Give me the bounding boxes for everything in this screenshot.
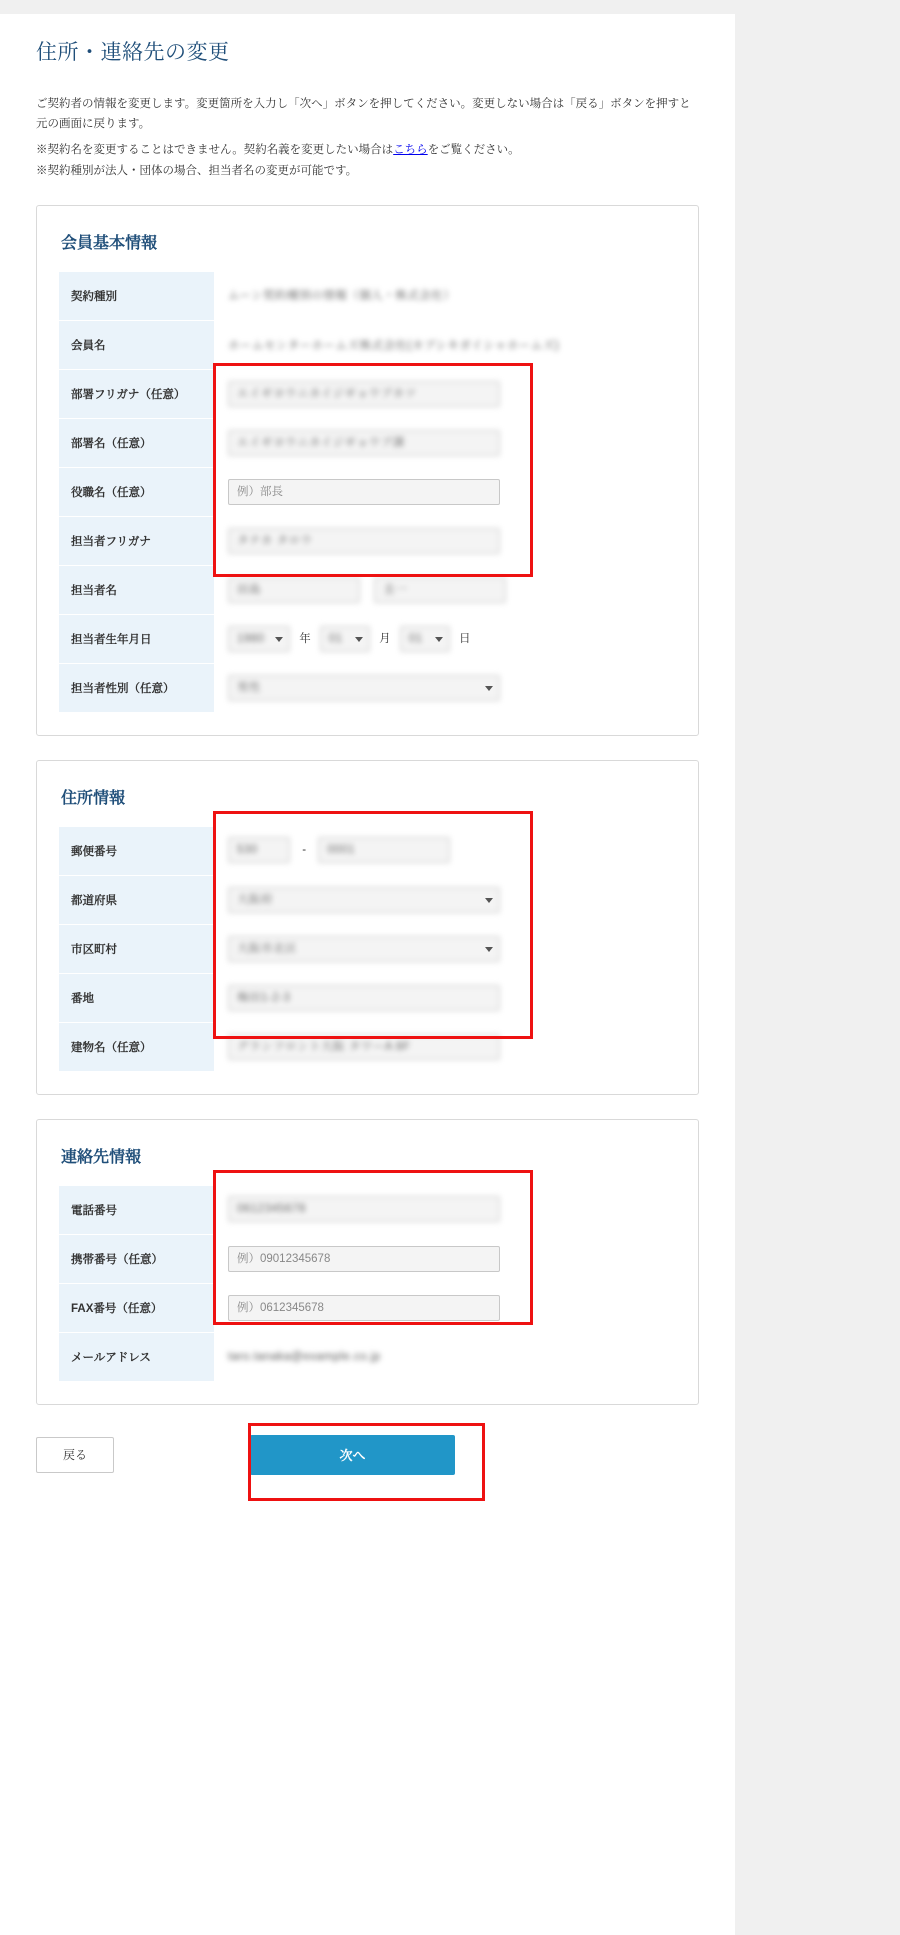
select-gender-wrap (228, 675, 500, 701)
row-city (59, 924, 676, 973)
row-email (59, 1332, 676, 1381)
contact-form-table (59, 1185, 676, 1382)
input-contact-kana[interactable]: タナカ タロウ (228, 528, 500, 554)
next-button[interactable]: 次へ (250, 1435, 455, 1475)
member-form-table (59, 271, 676, 713)
note-prefix: ※契約名を変更することはできません。契約名義を変更したい場合は (36, 144, 394, 157)
input-dept-kana[interactable]: エイギヨウニカイジギョウブカツ (228, 381, 500, 407)
note-corporate: ※契約種別が法人・団体の場合、担当者名の変更が可能です。 (36, 164, 358, 177)
member-basic-info-card (36, 205, 699, 736)
row-tel (59, 1185, 676, 1234)
input-zip-second[interactable]: 0001 (318, 837, 450, 863)
row-building (59, 1022, 676, 1071)
label-prefecture: 都道府県 (59, 875, 214, 924)
label-contact-kana: 担当者フリガナ (59, 516, 214, 565)
label-tel: 電話番号 (59, 1185, 214, 1234)
input-tel[interactable]: 0612345678 (228, 1196, 500, 1222)
select-birth-year-wrap (228, 626, 290, 652)
address-section-title: 住所情報 (61, 789, 126, 807)
value-email: taro.tanaka@example.co.jp (228, 1350, 381, 1363)
unit-day: 日 (459, 632, 471, 645)
label-member-name: 会員名 (59, 320, 214, 369)
lead-line-2: 元の画面に戻ります。 (36, 118, 151, 131)
select-birth-year[interactable]: 1980 (228, 626, 290, 652)
row-mobile (59, 1234, 676, 1283)
row-birthday (59, 614, 676, 663)
row-gender (59, 663, 676, 712)
note-suffix: をご覧ください。 (427, 144, 520, 157)
input-fax[interactable]: 例）0612345678 (228, 1295, 500, 1321)
row-zip (59, 826, 676, 875)
row-dept-name (59, 418, 676, 467)
note-contract-name (36, 140, 699, 160)
select-prefecture-wrap (228, 887, 500, 913)
contract-name-help-link[interactable]: こちら (393, 144, 428, 157)
input-building[interactable]: グランフロント大阪 タワーA 8F (228, 1034, 500, 1060)
footer-actions (0, 1435, 735, 1475)
label-contact-name: 担当者名 (59, 565, 214, 614)
value-contract-type: ムーン契約種別の情報（個人・株式会社） (228, 290, 456, 303)
member-section-wrap (0, 205, 735, 736)
select-birth-month-wrap (320, 626, 370, 652)
label-dept-name: 部署名（任意） (59, 418, 214, 467)
input-contact-lastname[interactable]: 田島 (228, 577, 360, 603)
select-city-wrap (228, 936, 500, 962)
label-contract-type: 契約種別 (59, 271, 214, 320)
row-street (59, 973, 676, 1022)
contact-section-title: 連絡先情報 (61, 1148, 142, 1166)
input-contact-firstname[interactable]: 圭一 (374, 577, 506, 603)
label-street: 番地 (59, 973, 214, 1022)
address-info-card (36, 760, 699, 1095)
row-contact-name (59, 565, 676, 614)
label-birthday: 担当者生年月日 (59, 614, 214, 663)
row-prefecture (59, 875, 676, 924)
page-root (0, 14, 735, 1935)
lead-line-1: ご契約者の情報を変更します。変更箇所を入力し「次へ」ボタンを押してください。変更しない場合は「戻る」ボタンを押すと (36, 98, 691, 111)
address-section-wrap (0, 760, 735, 1095)
label-building: 建物名（任意） (59, 1022, 214, 1071)
select-prefecture[interactable]: 大阪府 (228, 887, 500, 913)
row-member-name (59, 320, 676, 369)
input-street[interactable]: 梅田1-2-3 (228, 985, 500, 1011)
row-contract-type (59, 271, 676, 320)
page-header (0, 14, 735, 181)
input-position[interactable]: 例）部長 (228, 479, 500, 505)
contact-info-card (36, 1119, 699, 1405)
select-birth-month[interactable]: 01 (320, 626, 370, 652)
lead-text (36, 94, 699, 134)
address-form-table (59, 826, 676, 1072)
input-dept-name[interactable]: エイギヨウニカイジギョウブ課 (228, 430, 500, 456)
footer-wrap (0, 1435, 735, 1475)
row-position (59, 467, 676, 516)
value-member-name: ホームセンターホームズ株式会社(カブシキガイシャホームズ) (228, 339, 560, 352)
input-zip-first[interactable]: 530 (228, 837, 290, 863)
label-gender: 担当者性別（任意） (59, 663, 214, 712)
label-position: 役職名（任意） (59, 467, 214, 516)
contact-section-wrap (0, 1119, 735, 1405)
label-mobile: 携帯番号（任意） (59, 1234, 214, 1283)
page-title: 住所・連絡先の変更 (36, 41, 230, 65)
label-zip: 郵便番号 (59, 826, 214, 875)
row-dept-kana (59, 369, 676, 418)
select-birth-day[interactable]: 01 (400, 626, 450, 652)
zip-separator: - (302, 844, 307, 857)
row-fax (59, 1283, 676, 1332)
member-section-title: 会員基本情報 (61, 234, 158, 252)
unit-month: 月 (379, 632, 391, 645)
label-dept-kana: 部署フリガナ（任意） (59, 369, 214, 418)
label-city: 市区町村 (59, 924, 214, 973)
select-birth-day-wrap (400, 626, 450, 652)
row-contact-kana (59, 516, 676, 565)
label-email: メールアドレス (59, 1332, 214, 1381)
back-button[interactable]: 戻る (36, 1437, 114, 1473)
select-city[interactable]: 大阪市北区 (228, 936, 500, 962)
select-gender[interactable]: 男性 (228, 675, 500, 701)
unit-year: 年 (299, 632, 311, 645)
label-fax: FAX番号（任意） (59, 1283, 214, 1332)
input-mobile[interactable]: 例）09012345678 (228, 1246, 500, 1272)
